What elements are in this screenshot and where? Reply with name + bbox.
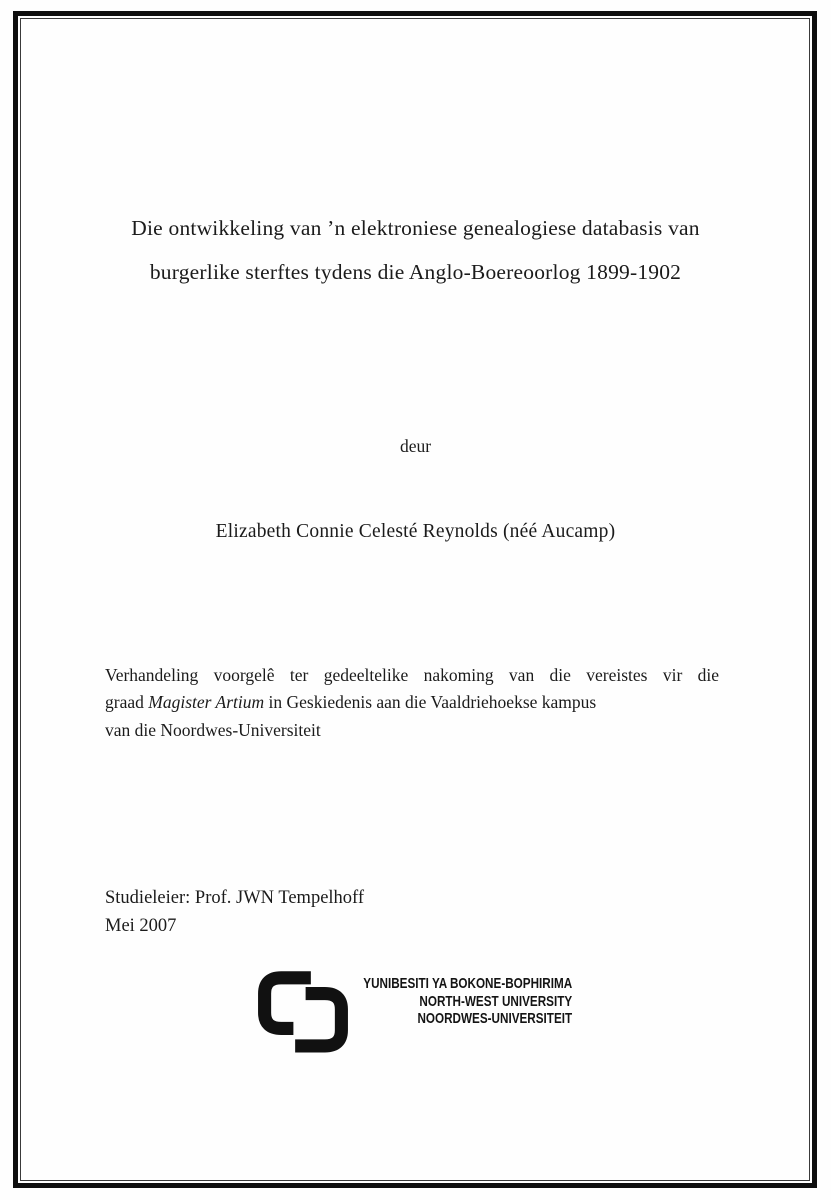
submission-statement [105, 662, 719, 744]
logo-text-english: NORTH-WEST UNIVERSITY [419, 992, 573, 1010]
submission-line-3: van die Noordwes-Universiteit [105, 719, 321, 740]
logo-text-setswana: YUNIBESITI YA BOKONE-BOPHIRIMA [363, 975, 573, 992]
thesis-title-line-1: Die ontwikkeling van ’n elektroniese genealogiese databasis van [131, 216, 700, 240]
date-line: Mei 2007 [105, 915, 177, 936]
degree-name-italic: Magister Artium [148, 692, 265, 713]
university-logo [255, 966, 585, 1056]
submission-line-1: Verhandeling voorgelê ter gedeeltelike nakoming van die vereistes vir die [105, 665, 719, 685]
submission-line-2-suffix: in Geskiedenis aan die Vaaldriehoekse kampus [264, 692, 597, 713]
submission-line-2-prefix: graad [105, 692, 149, 713]
author-name: Elizabeth Connie Celesté Reynolds (néé Aucamp) [215, 521, 616, 542]
thesis-title [60, 207, 771, 294]
university-logo-text [321, 975, 572, 1028]
byline-deur: deur [399, 436, 432, 456]
submission-line-2 [105, 689, 719, 716]
thesis-title-line-2: burgerlike sterftes tydens die Anglo-Boereoorlog 1899-1902 [149, 259, 682, 284]
supervisor-block [105, 885, 364, 940]
supervisor-line: Studieleier: Prof. JWN Tempelhoff [105, 888, 365, 908]
logo-text-afrikaans: NOORDWES-UNIVERSITEIT [417, 1010, 573, 1028]
